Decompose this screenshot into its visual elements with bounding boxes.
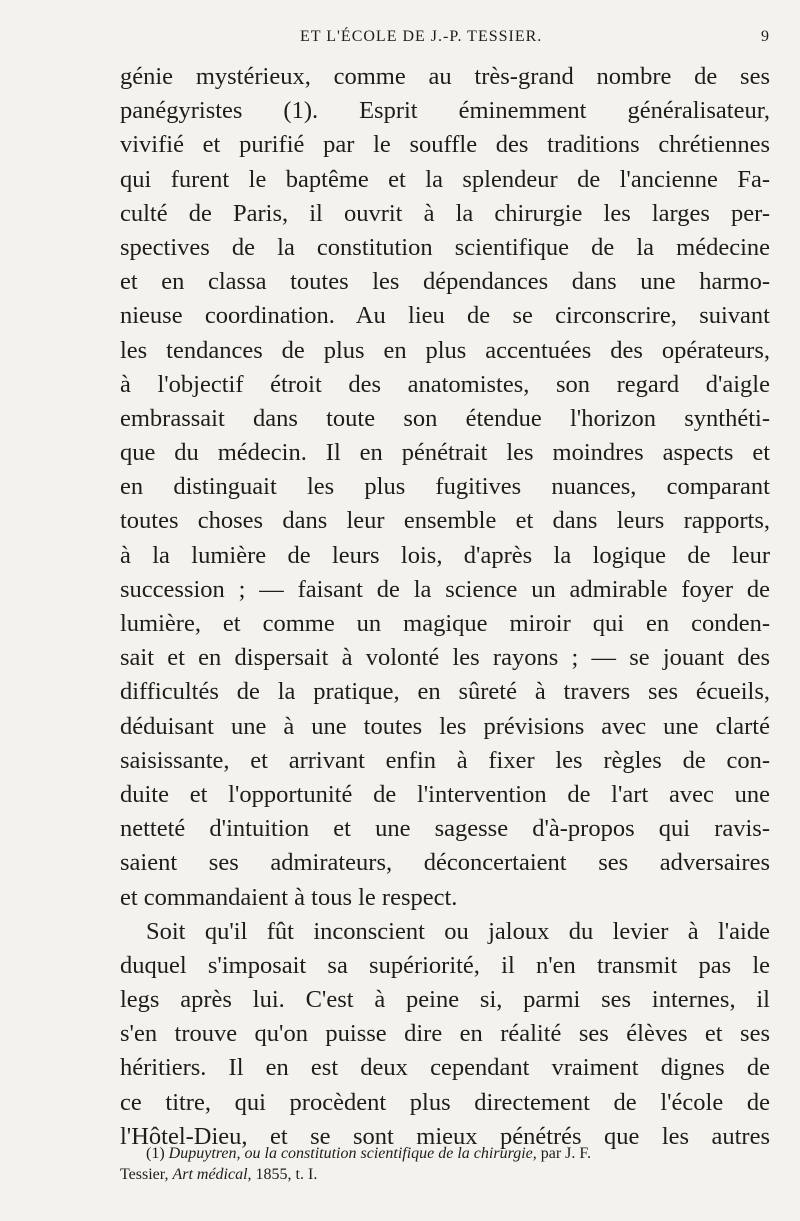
text-line: Soit qu'il fût inconscient ou jaloux du levier à l'aide (146, 917, 770, 945)
text-line: déduisant une à une toutes les prévisions avec une clarté (120, 712, 770, 740)
page-number: 9 (761, 28, 770, 45)
text-line: vivifié et purifié par le souffle des traditions chrétiennes (120, 131, 770, 159)
footnote-journal: Art médical, (172, 1166, 252, 1183)
paragraph-1 (120, 60, 770, 915)
footnote-line-1 (120, 1143, 770, 1164)
text-line: l'Hôtel-Dieu, et se sont mieux pénétrés que les autres (120, 1122, 770, 1150)
footnote-line-2 (120, 1164, 770, 1185)
text-line: s'en trouve qu'on puisse dire en réalité ses élèves et ses (120, 1020, 770, 1048)
text-line: à la lumière de leurs lois, d'après la logique de leur (120, 541, 770, 569)
text-line: embrassait dans toute son étendue l'horizon synthéti- (120, 404, 770, 432)
footnote-citation: 1855, t. I. (255, 1166, 318, 1183)
text-line: nieuse coordination. Au lieu de se circonscrire, suivant (120, 302, 770, 330)
text-line: en distinguait les plus fugitives nuances, comparant (120, 473, 770, 501)
text-line: difficultés de la pratique, en sûreté à travers ses écueils, (120, 678, 770, 706)
footnote-author: par J. F. (540, 1145, 592, 1162)
text-line: duquel s'imposait sa supériorité, il n'en transmit pas le (120, 951, 770, 979)
text-line: duite et l'opportunité de l'intervention de l'art avec une (120, 780, 770, 808)
text-line: toutes choses dans leur ensemble et dans leurs rapports, (120, 507, 770, 535)
text-line: et en classa toutes les dépendances dans une harmo- (120, 268, 770, 296)
body-text (120, 60, 770, 1154)
text-line: culté de Paris, il ouvrit à la chirurgie les larges per- (120, 199, 770, 227)
text-line: à l'objectif étroit des anatomistes, son regard d'aigle (120, 370, 770, 398)
text-line: netteté d'intuition et une sagesse d'à-propos qui ravis- (120, 815, 770, 843)
text-line: et commandaient à tous le respect. (120, 883, 458, 911)
paragraph-2 (120, 915, 770, 1154)
running-head-title: ET L'ÉCOLE DE J.-P. TESSIER. (300, 28, 543, 45)
text-line: lumière, et comme un magique miroir qui en conden- (120, 610, 770, 637)
text-line: héritiers. Il en est deux cependant vraiment dignes de (120, 1054, 770, 1082)
text-line: génie mystérieux, comme au très-grand nombre de ses (120, 63, 770, 90)
text-line: saisissante, et arrivant enfin à fixer les règles de con- (120, 746, 770, 774)
running-head (120, 28, 770, 52)
text-line: sait et en dispersait à volonté les rayons ; — se jouant des (120, 644, 770, 672)
text-line: ce titre, qui procèdent plus directement de l'école de (120, 1088, 770, 1116)
text-line: spectives de la constitution scientifique de la médecine (120, 233, 770, 261)
footnote-marker: (1) (146, 1145, 165, 1162)
text-line: succession ; — faisant de la science un admirable foyer de (120, 575, 770, 603)
footnote-author-name: Tessier, (120, 1166, 169, 1183)
footnote-title: Dupuytren, ou la constitution scientifique de la chirurgie, (168, 1145, 537, 1162)
footnote (120, 1143, 770, 1185)
text-line: les tendances de plus en plus accentuées des opérateurs, (120, 336, 770, 364)
text-line: qui furent le baptême et la splendeur de l'ancienne Fa- (120, 165, 770, 193)
text-line: que du médecin. Il en pénétrait les moindres aspects et (120, 439, 770, 467)
text-line: panégyristes (1). Esprit éminemment généralisateur, (120, 97, 770, 125)
text-line: legs après lui. C'est à peine si, parmi ses internes, il (120, 986, 770, 1014)
text-line: saient ses admirateurs, déconcertaient ses adversaires (120, 849, 770, 877)
